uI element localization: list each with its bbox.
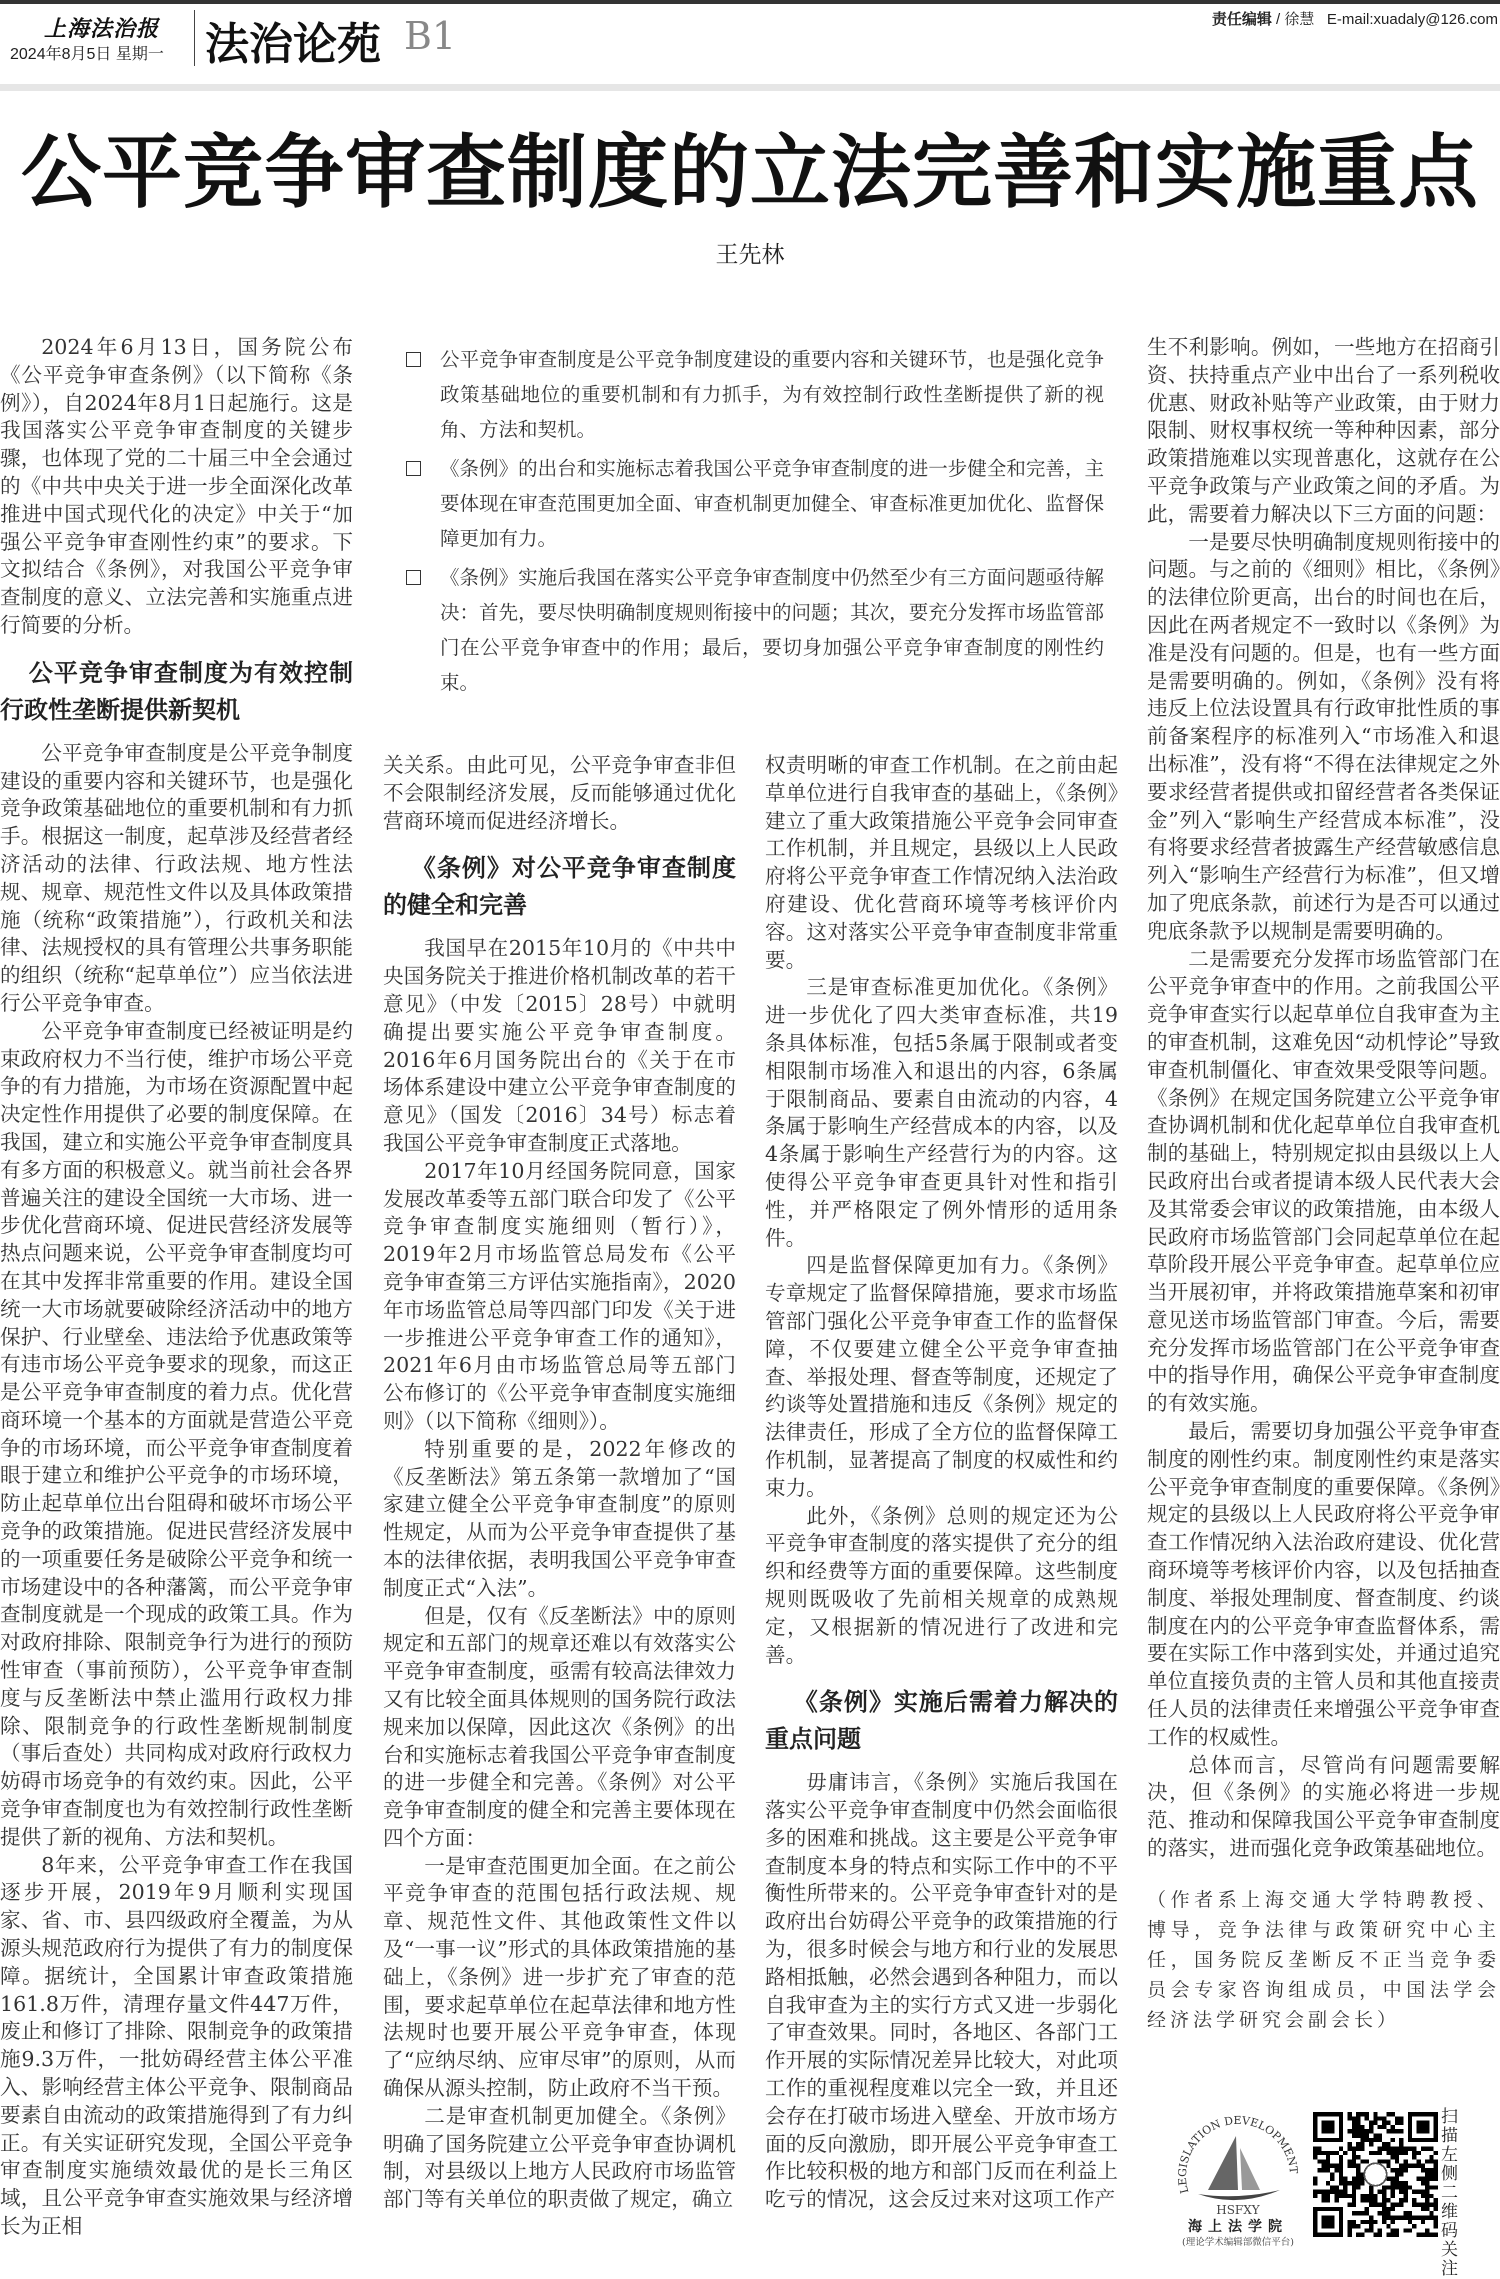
paragraph: 一是审查范围更加全面。在之前公平竞争审查的范围包括行政法规、规章、规范性文件、其他政策性文件以及“一事一议”形式的具体政策措施的基础上，《条例》进一步扩充了审查的范围，要求起草单位在起草法律和地方性法规时也要开展公平竞争审查，体现了“应纳尽纳、应审尽审”的原则，从而确保从源头控制，防止政府不当干预。 [383,1853,736,2101]
paragraph: 8年来，公平竞争审查工作在我国逐步开展，2019年9月顺利实现国家、省、市、县四级政府全覆盖，为从源头规范政府行为提供了有力的制度保障。据统计，全国累计审查政策措施161.8万件，清理存量文件447万件，废止和修订了排除、限制竞争的政策措施9.3万件，一批妨碍经营主体公平准入、影响经营主体公平竞争、限制商品要素自由流动的政策措施得到了有力纠正。有关实证研究发现，全国公平竞争审查制度实施绩效最优的是长三角区域，且公平竞争审查实施效果与经济增长为正相 [0,1852,353,2238]
paragraph: 但是，仅有《反垄断法》中的原则规定和五部门的规章还难以有效落实公平竞争审查制度，亟需有较高法律效力又有比较全面具体规则的国务院行政法规来加以保障，因此这次《条例》的出台和实施标志着我国公平竞争审查制度的进一步健全和完善。《条例》对公平竞争审查制度的健全和完善主要体现在四个方面： [383,1603,736,1850]
paragraph: 一是要尽快明确制度规则衔接中的问题。与之前的《细则》相比，《条例》的法律位阶更高，出台的时间也在后，因此在两者规定不一致时以《条例》为准是没有问题的。但是，也有一些方面是需要明确的。例如，《条例》没有将违反上位法设置具有行政审批性质的事前备案程序的标准列入“市场准入和退出标准”，没有将“不得在法律规定之外要求经营者提供或扣留经营者各类保证金”列入“影响生产经营成本标准”，没有将要求经营者披露生产经营敏感信息列入“影响生产经营行为标准”，但又增加了兜底条款，前述行为是否可以通过兜底条款予以规制是需要明确的。 [1147,529,1500,943]
summary-point [404,560,1104,700]
article-column-2 [383,752,736,2214]
paragraph: 2017年10月经国务院同意，国家发展改革委等五部门联合印发了《公平竞争审查制度实施细则（暂行）》，2019年2月市场监管总局发布《公平竞争审查第三方评估实施指南》，2020年市场监管总局等四部门印发《关于进一步推进公平竞争审查工作的通知》，2021年6月由市场监管总局等五部门公布修订的《公平竞争审查制度实施细则》（以下简称《细则》）。 [383,1158,736,1433]
article-author: 王先林 [715,242,785,268]
paragraph: 二是需要充分发挥市场监管部门在公平竞争审查中的作用。之前我国公平竞争审查实行以起草单位自我审查为主的审查机制，这难免因“动机悖论”导致审查机制僵化、审查效果受限等问题。《条例》在规定国务院建立公平竞争审查协调机制和优化起草单位自我审查机制的基础上，特别规定拟由县级以上人民政府出台或者提请本级人民代表大会及其常委会审议的政策措施，由本级人民政府市场监管部门会同起草单位在起草阶段开展公平竞争审查。起草单位应当开展初审，并将政策措施草案和初审意见送市场监管部门审查。今后，需要充分发挥市场监管部门在公平竞争审查中的指导作用，确保公平竞争审查制度的有效实施。 [1147,946,1500,1416]
header-band [0,84,1500,91]
paragraph: 关关系。由此可见，公平竞争审查非但不会限制经济发展，反而能够通过优化营商环境而促进经济增长。 [383,753,736,833]
paragraph: 最后，需要切身加强公平竞争审查制度的刚性约束。制度刚性约束是落实公平竞争审查制度的重要保障。《条例》规定的县级以上人民政府将公平竞争审查工作情况纳入法治政府建设、优化营商环境等考核评价内容，以及包括抽查制度、举报处理制度、督查制度、约谈制度在内的公平竞争审查监督体系，需要在实际工作中落到实处，并通过追究单位直接负责的主管人员和其他直接责任人员的法律责任来增强公平竞争审查工作的权威性。 [1147,1419,1500,1749]
article-column-1 [0,334,353,2241]
header-divider [194,10,195,66]
summary-box [404,342,1104,700]
summary-point [404,342,1104,447]
logo-arc-text: LEGISLATION DEVELOPMENT [1175,2113,1301,2195]
paragraph: 毋庸讳言，《条例》实施后我国在落实公平竞争审查制度中仍然会面临很多的困难和挑战。这主要是公平竞争审查制度本身的特点和实际工作中的不平衡性所带来的。公平竞争审查针对的是政府出台妨碍公平竞争的政策措施的行为，很多时候会与地方和行业的发展思路相抵触，必然会遇到各种阻力，而以自我审查为主的实行方式又进一步弱化了审查效果。同时，各地区、各部门工作开展的实际情况差异比较大，对此项工作的重视程度难以完全一致，并且还会存在打破市场进入壁垒、开放市场方面的反向激励，即开展公平竞争审查工作比较积极的地方和部门反而在利益上吃亏的情况，这会反过来对这项工作产 [765,1770,1118,2212]
author-bio: （作者系上海交通大学特聘教授、博导，竞争法律与政策研究中心主任，国务院反垄断反不正当竞争委员会专家咨询组成员，中国法学会经济法学研究会副会长） [1147,1888,1500,2031]
paragraph: 特别重要的是，2022年修改的《反垄断法》第五条第一款增加了“国家建立健全公平竞争审查制度”的原则性规定，从而为公平竞争审查提供了基本的法律依据，表明我国公平竞争审查制度正式“入法”。 [383,1436,736,1600]
section-heading: 《条例》对公平竞争审查制度的健全和完善 [383,853,736,920]
paragraph: 三是审查标准更加优化。《条例》进一步优化了四大类审查标准，共19条具体标准，包括5条属于限制或者变相限制市场准入和退出的内容，6条属于限制商品、要素自由流动的内容，4条属于影响生产经营成本的内容，以及4条属于影响生产经营行为的内容。这使得公平竞争审查更具针对性和指引性，并严格限定了例外情形的适用条件。 [765,975,1118,1250]
paragraph: 此外，《条例》总则的规定还为公平竞争审查制度的落实提供了充分的组织和经费等方面的重要保障。这些制度规则既吸收了先前相关规章的成熟规定，又根据新的情况进行了改进和完善。 [765,1503,1118,1667]
paragraph: 公平竞争审查制度是公平竞争制度建设的重要内容和关键环节，也是强化竞争政策基础地位的重要机制和有力抓手。根据这一制度，起草涉及经营者经济活动的法律、行政法规、地方性法规、规章、规范性文件以及具体政策措施（统称“政策措施”），行政机关和法律、法规授权的具有管理公共事务职能的组织（统称“起草单位”）应当依法进行公平竞争审查。 [0,740,353,1015]
checkbox-square-icon [406,461,421,476]
section-name: 法治论苑 [205,19,381,70]
article-column-3 [765,752,1118,2214]
newspaper-logo: 上海法治报 [44,16,160,42]
checkbox-square-icon [406,352,421,367]
issue-date: 2024年8月5日 星期一 [10,46,164,63]
paragraph: 2024年6月13日，国务院公布《公平竞争审查条例》（以下简称《条例》），自2024年8月1日起施行。这是我国落实公平竞争审查制度的关键步骤，也体现了党的二十届三中全会通过的《中共中央关于进一步全面深化改革推进中国式现代化的决定》中关于“加强公平竞争审查刚性约束”的要求。下文拟结合《条例》，对我国公平竞争审查制度的意义、立法完善和实施重点进行简要的分析。 [0,335,353,637]
qr-caption: 扫描左侧二维码关注 [1441,2107,1458,2279]
paragraph: 权责明晰的审查工作机制。在之前由起草单位进行自我审查的基础上，《条例》建立了重大政策措施公平竞争会同审查工作机制，并且规定，县级以上人民政府将公平竞争审查工作情况纳入法治政府建设、优化营商环境等考核评价内容。这对落实公平竞争审查制度非常重要。 [765,753,1118,972]
summary-text: 公平竞争审查制度是公平竞争制度建设的重要内容和关键环节，也是强化竞争政策基础地位的重要机制和有力抓手，为有效控制行政性垄断提供了新的视角、方法和契机。 [440,348,1104,441]
svg-text:LEGISLATION DEVELOPMENT [1176,2114,1300,2195]
summary-text: 《条例》的出台和实施标志着我国公平竞争审查制度的进一步健全和完善，主要体现在审查范围更加全面、审查机制更加健全、审查标准更加优化、监督保障更加有力。 [440,457,1104,550]
summary-point [404,451,1104,556]
paragraph: 四是监督保障更加有力。《条例》专章规定了监督保障措施，要求市场监管部门强化公平竞争审查工作的监督保障，不仅要建立健全公平竞争审查抽查、举报处理、督查等制度，还规定了约谈等处置措施和违反《条例》规定的法律责任，形成了全方位的监督保障工作机制，显著提高了制度的权威性和约束力。 [765,1253,1118,1500]
section-heading: 《条例》实施后需着力解决的重点问题 [765,1687,1118,1754]
editor-email[interactable]: E-mail:xuadaly@126.com [1326,11,1498,28]
editor-label: 责任编辑 [1211,11,1272,28]
logo-abbr: HSFXY [1216,2203,1260,2217]
qr-code[interactable] [1313,2112,1438,2237]
paragraph: 总体而言，尽管尚有问题需要解决，但《条例》的实施必将进一步规范、推动和保障我国公平竞争审查制度的落实，进而强化竞争政策基础地位。 [1147,1752,1500,1861]
editor-credit [1212,8,1498,29]
paragraph: 我国早在2015年10月的《中共中央国务院关于推进价格机制改革的若干意见》（中发〔2015〕28号）中就明确提出要实施公平竞争审查制度。2016年6月国务院出台的《关于在市场体系建设中建立公平竞争审查制度的意见》（国发〔2016〕34号）标志着我国公平竞争审查制度正式落地。 [383,936,736,1155]
summary-text: 《条例》实施后我国在落实公平竞争审查制度中仍然至少有三方面问题亟待解决：首先，要尽快明确制度规则衔接中的问题；其次，要充分发挥市场监管部门在公平竞争审查中的作用；最后，要切身加强公平竞争审查制度的刚性约束。 [440,566,1104,694]
top-rule [0,0,1500,4]
paragraph: 二是审查机制更加健全。《条例》明确了国务院建立公平竞争审查协调机制，对县级以上地方人民政府市场监管部门等有关单位的职责做了规定，确立 [383,2103,736,2212]
section-heading: 公平竞争审查制度为有效控制行政性垄断提供新契机 [0,657,353,724]
checkbox-square-icon [406,570,421,585]
page-number: B1 [404,14,457,58]
logo-name: 海上法学院 [1188,2219,1288,2235]
hsfxy-logo [1168,2108,1308,2248]
paragraph: 生不利影响。例如，一些地方在招商引资、扶持重点产业中出台了一系列税收优惠、财政补贴等产业政策，由于财力限制、财权事权统一等种种因素，部分政策措施难以实现普惠化，这就存在公平竞争政策与产业政策之间的矛盾。为此，需要着力解决以下三方面的问题： [1147,335,1500,526]
logo-subtitle: (理论学术编辑部微信平台) [1182,2237,1294,2248]
article-title: 公平竞争审查制度的立法完善和实施重点 [21,125,1479,219]
paragraph: 公平竞争审查制度已经被证明是约束政府权力不当行使，维护市场公平竞争的有力措施，为市场在资源配置中起决定性作用提供了必要的制度保障。在我国，建立和实施公平竞争审查制度具有多方面的积极意义。就当前社会各界普遍关注的建设全国统一大市场、进一步优化营商环境、促进民营经济发展等热点问题来说，公平竞争审查制度均可在其中发挥非常重要的作用。建设全国统一大市场就要破除经济活动中的地方保护、行业壁垒、违法给予优惠政策等有违市场公平竞争要求的现象，而这正是公平竞争审查制度的着力点。优化营商环境一个基本的方面就是营造公平竞争的市场环境，而公平竞争审查制度着眼于建立和维护公平竞争的市场环境，防止起草单位出台阻碍和破坏市场公平竞争的政策措施。促进民营经济发展中的一项重要任务是破除公平竞争和统一市场建设中的各种藩篱，而公平竞争审查制度就是一个现成的政策工具。作为对政府排除、限制竞争行为进行的预防性审查（事前预防），公平竞争审查制度与反垄断法中禁止滥用行政权力排除、限制竞争的行政性垄断规制制度（事后查处）共同构成对政府行政权力妨碍市场竞争的有效约束。因此，公平竞争审查制度也为有效控制行政性垄断提供了新的视角、方法和契机。 [0,1018,353,1849]
article-column-4 [1147,334,1500,2035]
editor-name: / 徐慧 [1276,11,1315,28]
